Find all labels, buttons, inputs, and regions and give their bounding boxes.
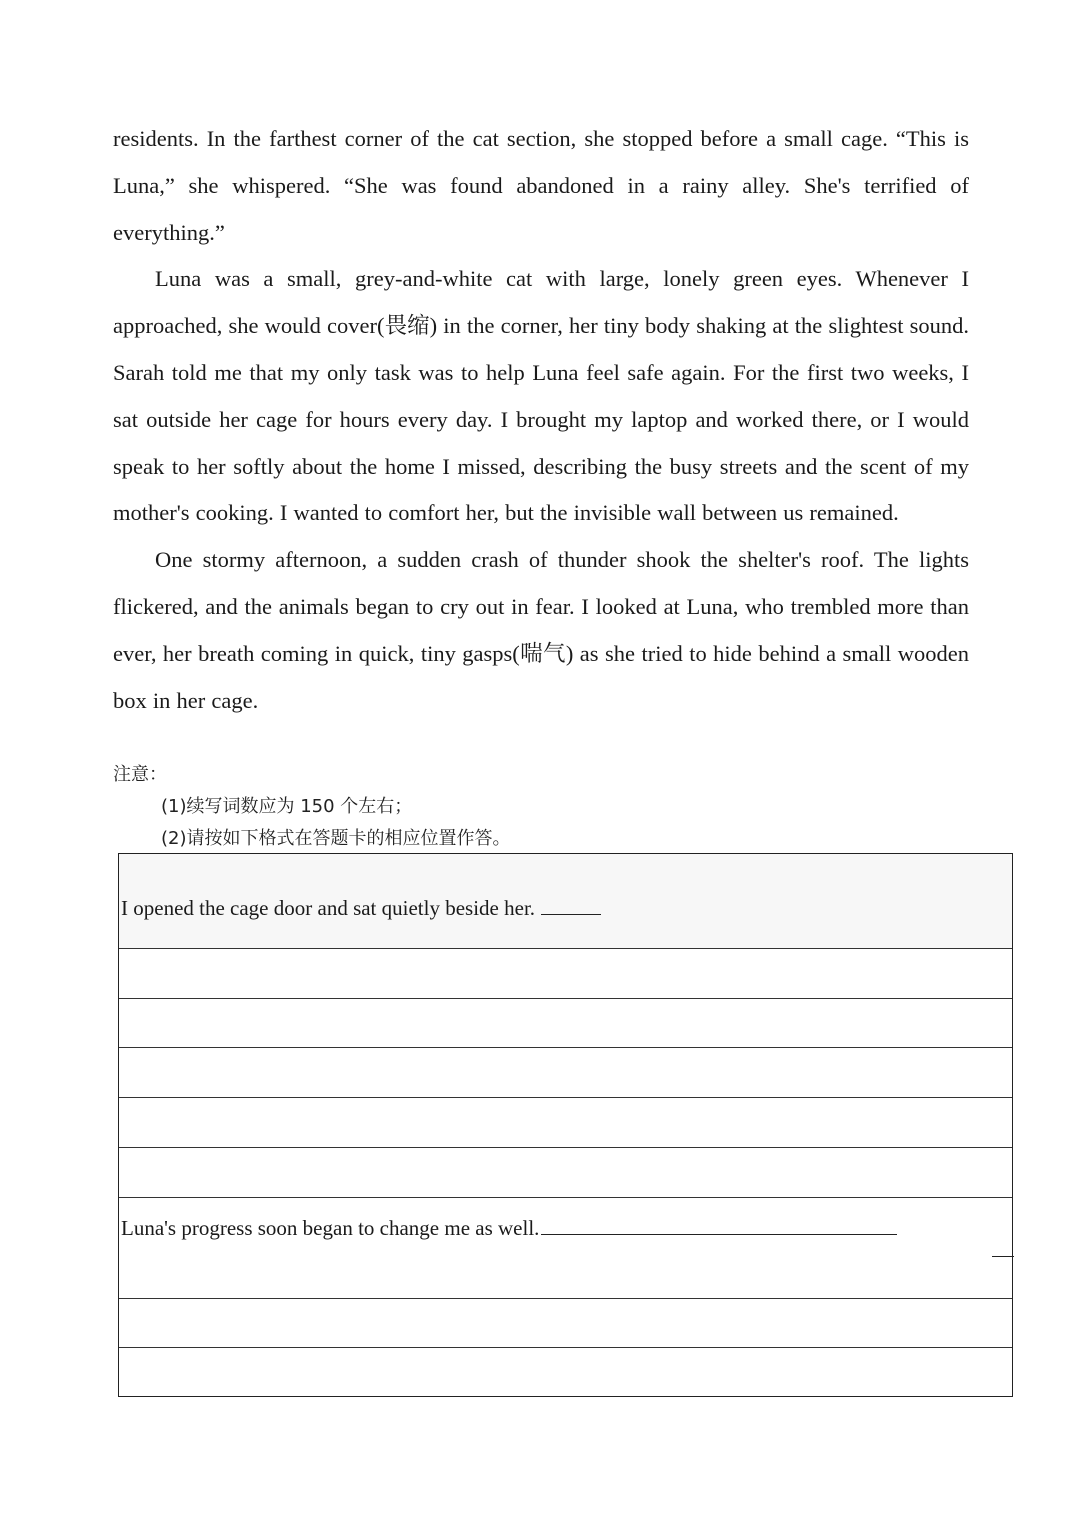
note-item-word-count: (1)续写词数应为 150 个左右；: [161, 796, 413, 817]
continuation-prompt-2: [121, 1214, 897, 1240]
section-divider-line: [119, 1197, 1012, 1198]
passage-paragraph-2: Luna was a small, grey-and-white cat with large, lonely green eyes. Whenever I approached, she would cover(畏缩) in the corner, her tiny body shaking at the slightest sound. Sarah told me that my only task was to help Luna feel safe again. For the first two weeks, I sat outside her cage for hours every day. I brought my laptop and worked there, or I would speak to her softly about the home I missed, describing the busy streets and the scent of my mother's cooking. I wanted to comfort her, but the invisible wall between us remained.: [113, 266, 969, 526]
notes-title: 注意：: [113, 764, 167, 785]
prompt-2-text: Luna's progress soon began to change me as well.: [121, 1216, 540, 1240]
writing-line: [119, 1097, 1012, 1098]
note-item-answer-format: (2)请按如下格式在答题卡的相应位置作答。: [161, 828, 511, 849]
writing-line: [119, 1147, 1012, 1148]
answer-writing-box: [118, 853, 1013, 1397]
instructions-notes: [113, 762, 511, 858]
prompt-2-blank: [541, 1214, 897, 1235]
reading-passage: [113, 116, 969, 724]
writing-line: [119, 1047, 1012, 1048]
margin-tick-mark: [992, 1256, 1014, 1257]
prompt-1-text: I opened the cage door and sat quietly beside her.: [121, 896, 536, 920]
writing-line: [119, 948, 1012, 949]
passage-paragraph-1: residents. In the farthest corner of the cat section, she stopped before a small cage. “This is Luna,” she whispered. “She was found abandoned in a rainy alley. She's terrified of everything.”: [113, 126, 969, 245]
writing-line: [119, 1347, 1012, 1348]
passage-paragraph-3: One stormy afternoon, a sudden crash of thunder shook the shelter's roof. The lights flickered, and the animals began to cry out in fear. I looked at Luna, who trembled more than ever, her breath coming in quick, tiny gasps(喘气) as she tried to hide behind a small wooden box in her cage.: [113, 547, 969, 713]
prompt-1-blank: [541, 894, 601, 915]
writing-line: [119, 998, 1012, 999]
writing-line: [119, 1298, 1012, 1299]
continuation-prompt-1: [121, 894, 601, 920]
